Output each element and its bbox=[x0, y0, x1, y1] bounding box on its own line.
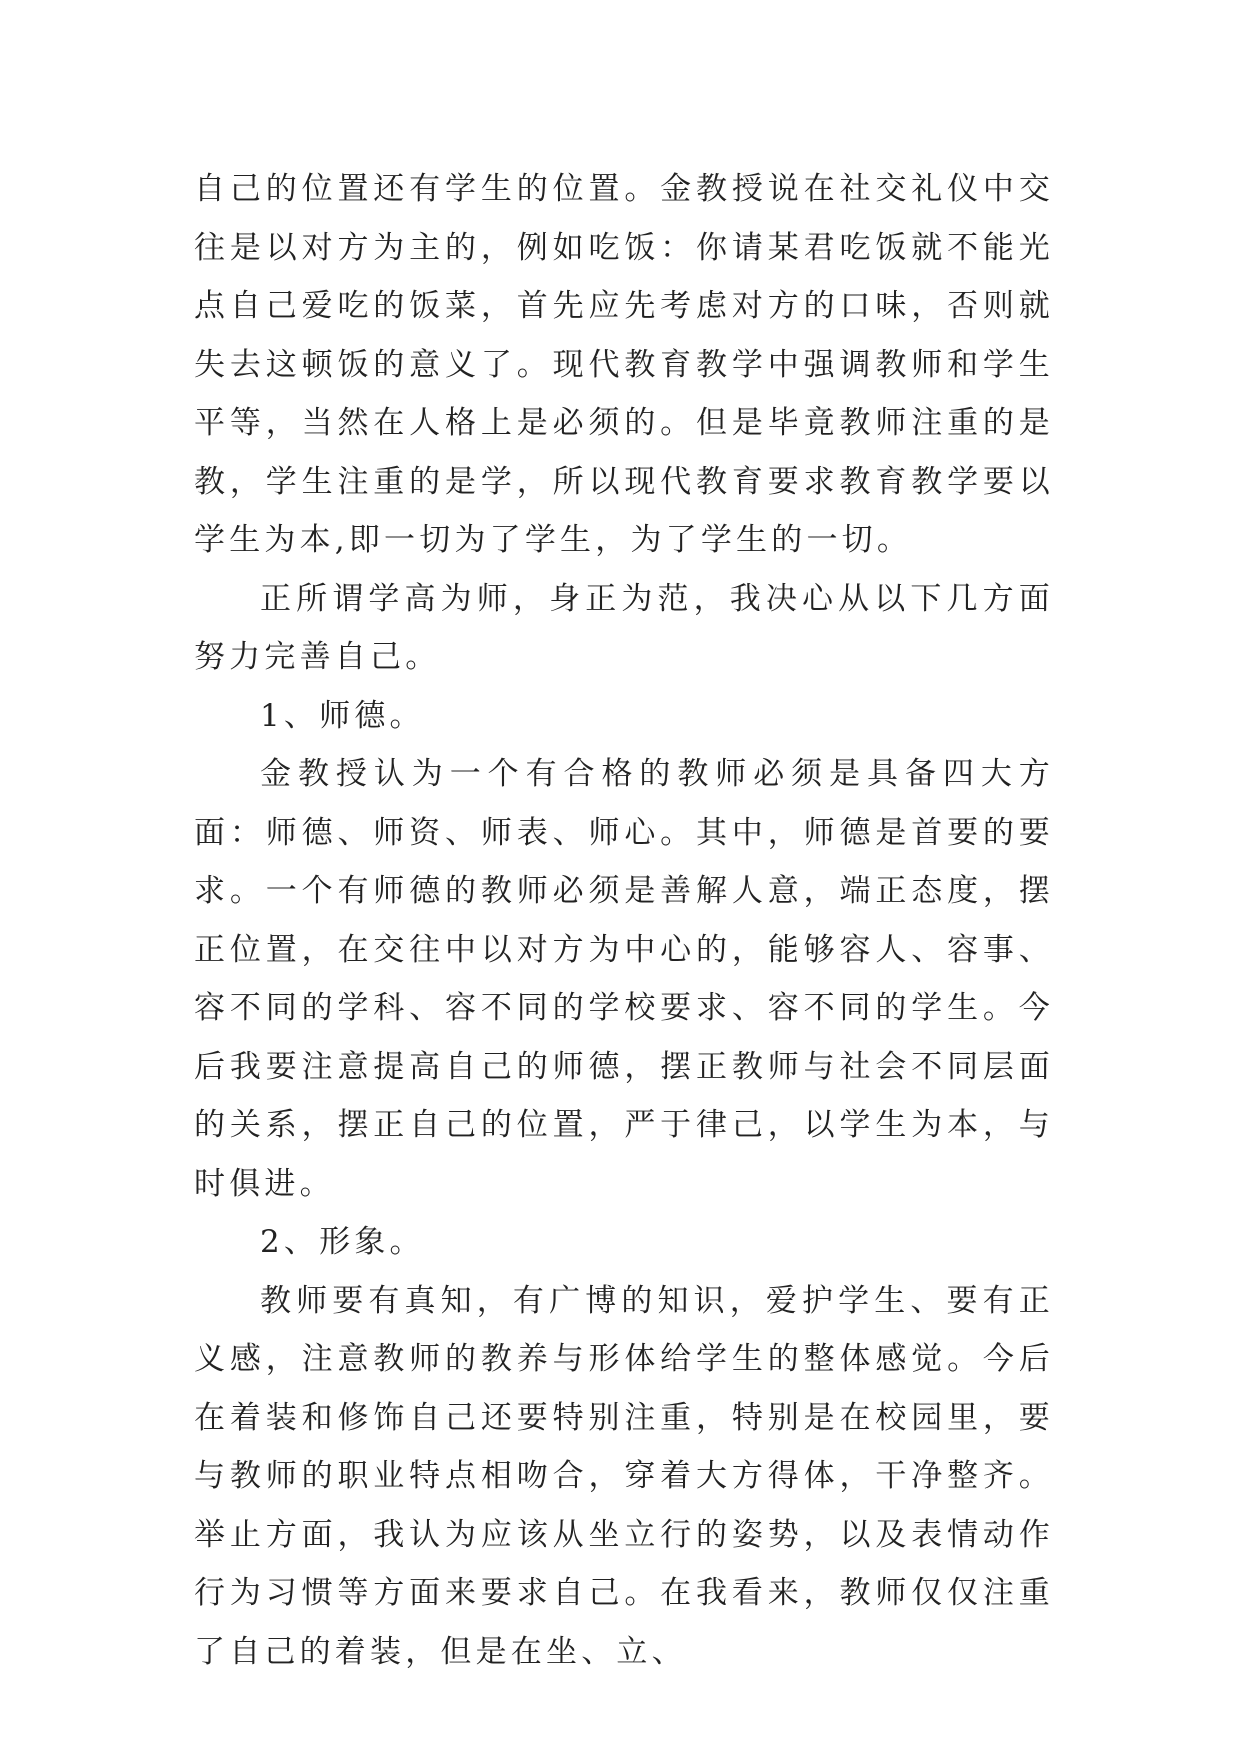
section-heading-ethics: 1、师德。 bbox=[260, 697, 425, 734]
document-page bbox=[194, 160, 1054, 1681]
paragraph-ethics: 金教授认为一个有合格的教师必须是具备四大方面：师德、师资、师表、师心。其中，师德是首要的要求。一个有师德的教师必须是善解人意，端正态度，摆正位置，在交往中以对方为中心的，能够容人、容事、容不同的学科、容不同的学校要求、容不同的学生。今后我要注意提高自己的师德，摆正教师与社会不同层面的关系，摆正自己的位置，严于律己，以学生为本，与时俱进。 bbox=[194, 756, 1054, 1202]
section-heading-image: 2、形象。 bbox=[260, 1224, 425, 1260]
paragraph-student-centered: 自己的位置还有学生的位置。金教授说在社交礼仪中交往是以对方为主的，例如吃饭：你请某君吃饭就不能光点自己爱吃的饭菜，首先应先考虑对方的口味，否则就失去这顿饭的意义了。现代教育教学中强调教师和学生平等，当然在人格上是必须的。但是毕竟教师注重的是教，学生注重的是学，所以现代教育要求教育教学要以学生为本,即一切为了学生，为了学生的一切。 bbox=[194, 171, 1054, 558]
paragraph-self-improvement: 正所谓学高为师，身正为范，我决心从以下几方面努力完善自己。 bbox=[194, 580, 1054, 675]
paragraph-image: 教师要有真知，有广博的知识，爱护学生、要有正义感，注意教师的教养与形体给学生的整体感觉。今后在着装和修饰自己还要特别注重，特别是在校园里，要与教师的职业特点相吻合，穿着大方得体，干净整齐。举止方面，我认为应该从坐立行的姿势，以及表情动作行为习惯等方面来要求自己。在我看来，教师仅仅注重了自己的着装，但是在坐、立、 bbox=[194, 1282, 1054, 1670]
